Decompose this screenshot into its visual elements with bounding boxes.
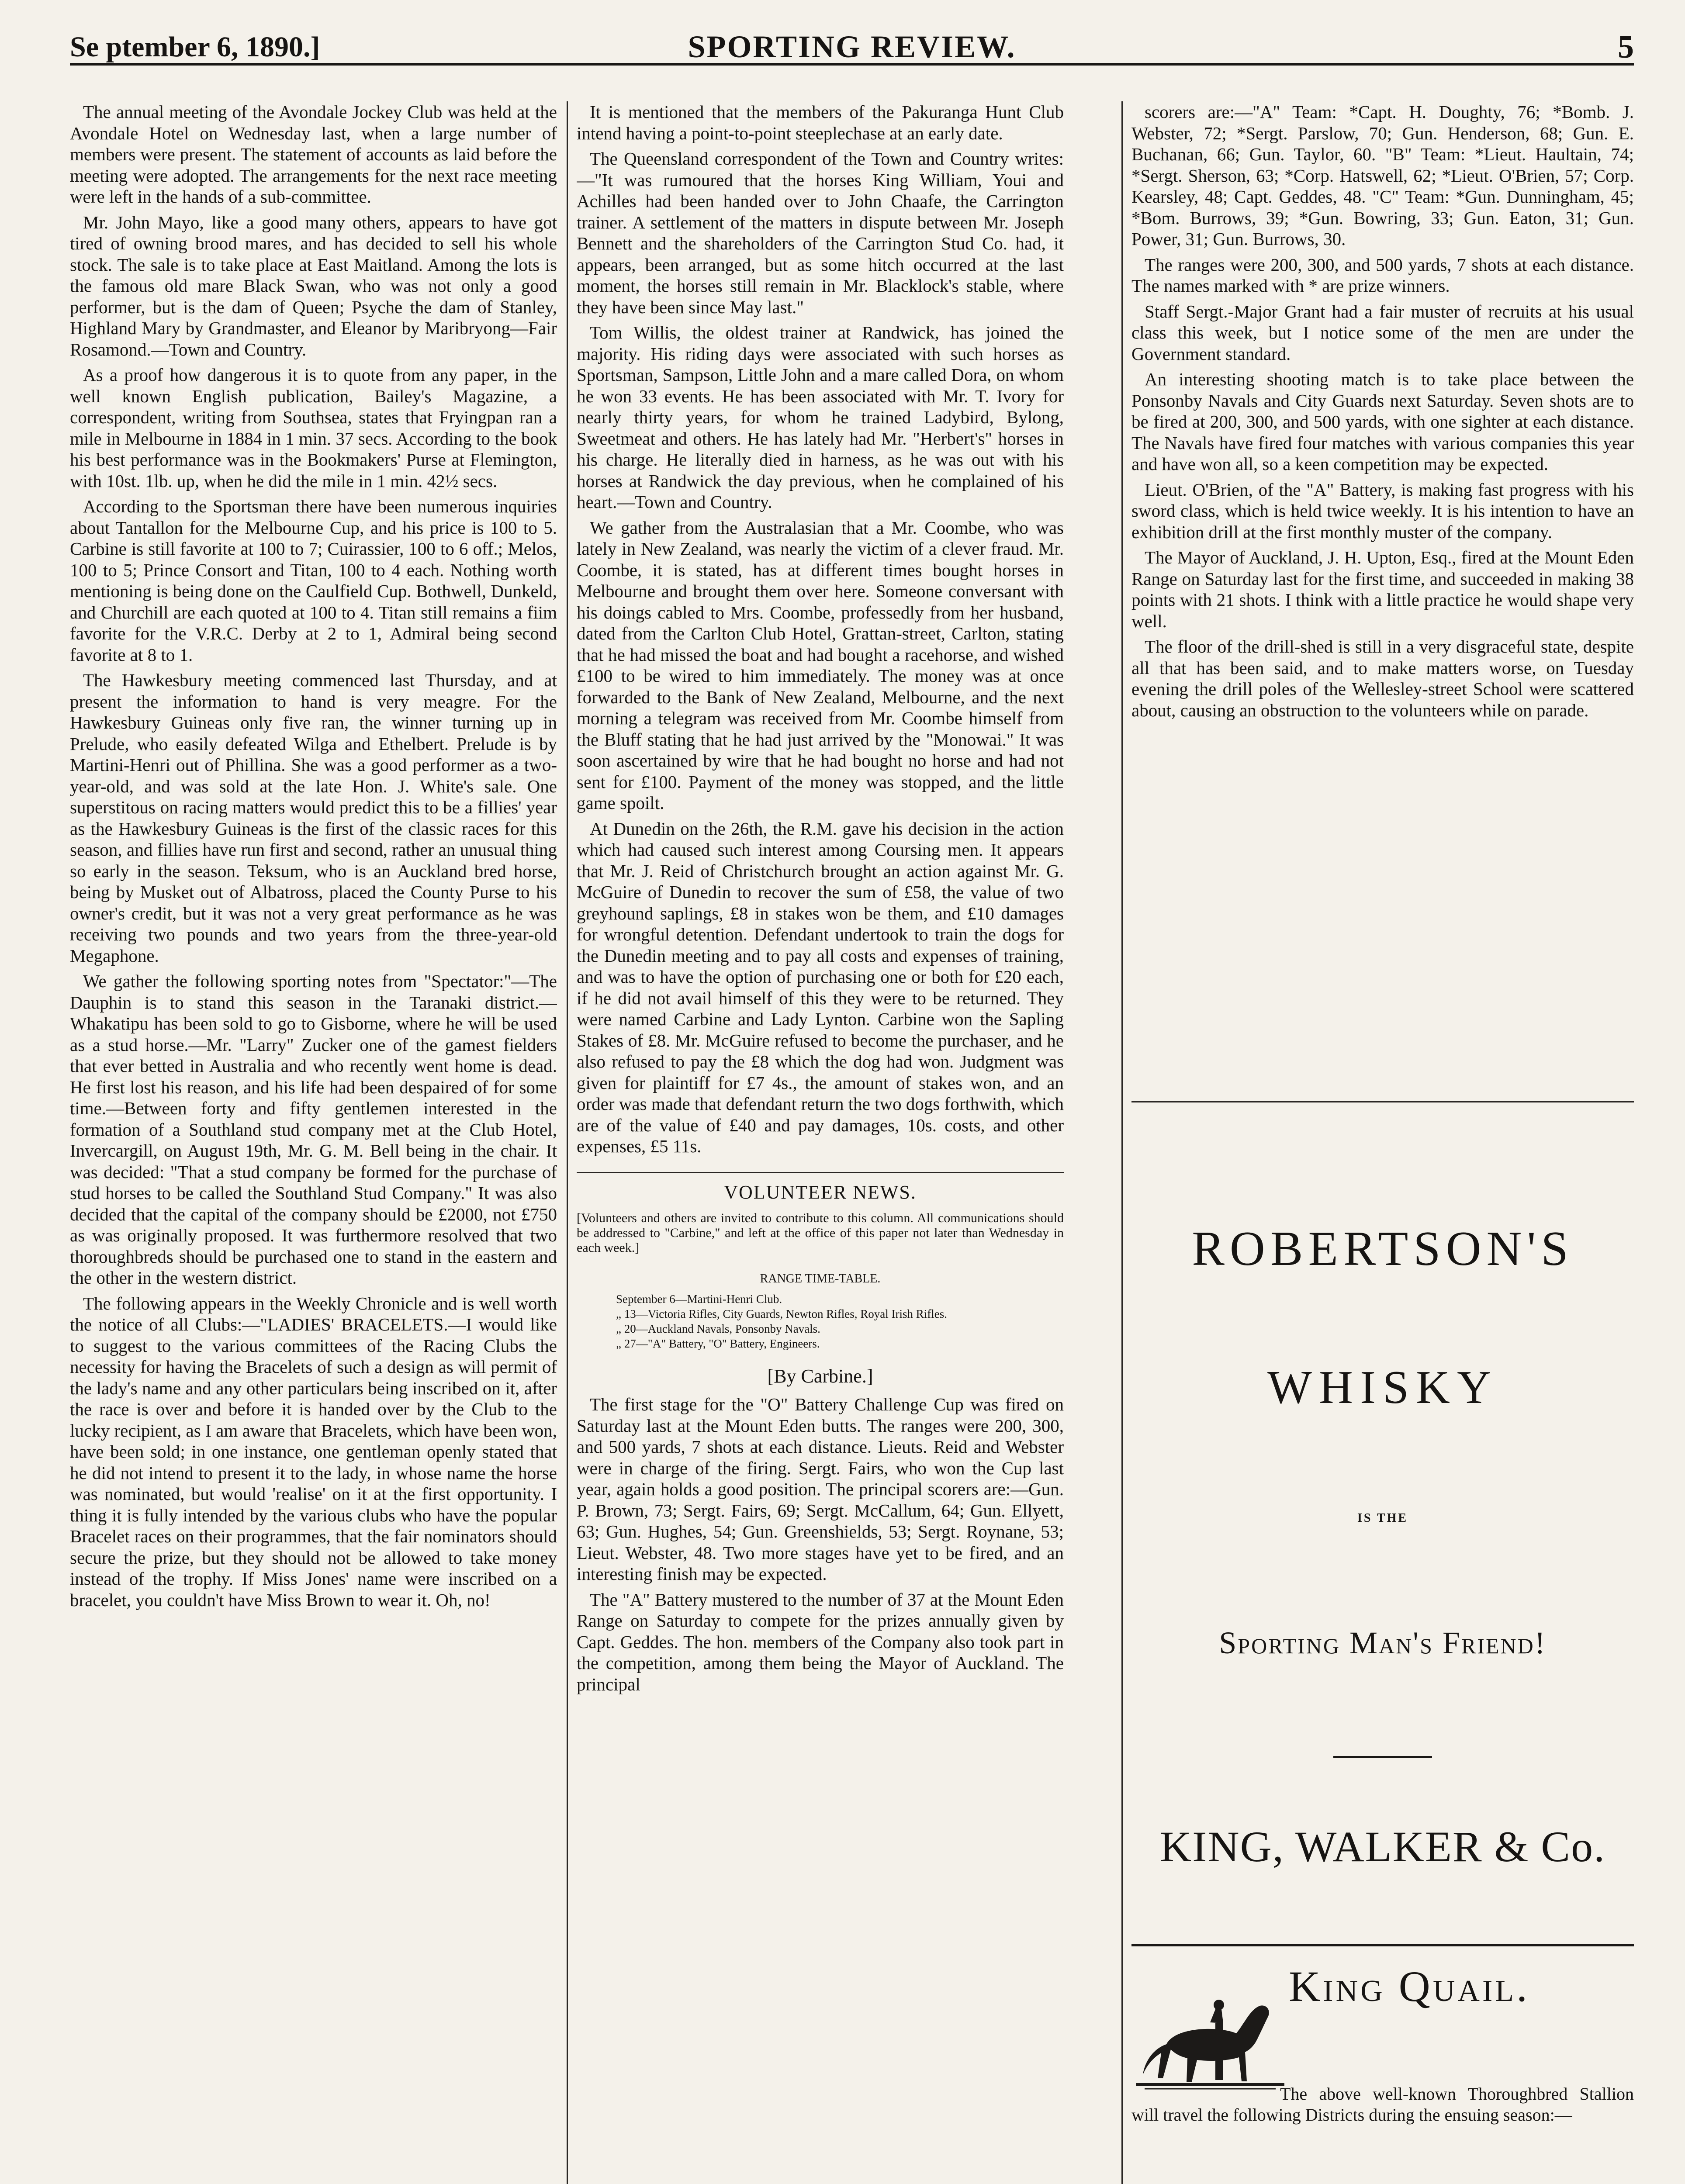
timetable-entry: September 6—Martini-Henri Club. [616, 1292, 782, 1306]
article-paragraph: The ranges were 200, 300, and 500 yards, 7 shots at each distance. The names marked with * are prize winners. [1131, 254, 1634, 296]
stallion-description: The above well-known Thoroughbred Stallion will travel the following Districts during the ensuing season:— [1131, 2084, 1634, 2125]
king-quail-advertisement [1131, 1952, 1634, 2184]
article-paragraph: It is mentioned that the members of the Pakuranga Hunt Club intend having a point-to-point steeplechase at an early date. [577, 102, 1064, 143]
timetable-entry: „ 13—Victoria Rifles, City Guards, Newton Rifles, Royal Irish Rifles. [616, 1307, 948, 1320]
article-paragraph: Tom Willis, the oldest trainer at Randwick, has joined the majority. His riding days were associated with such horses as Sportsman, Sampson, Little John and a mare called Dora, on whom he won 33 events. He has been associated with Mr. T. Ivory for nearly thirty years, for whom he trained Ladybird, Bylong, Sweetmeat and others. He has lately had Mr. "Herbert's" horses in his charge. He literally died in harness, as he was out with his horses at Randwick the day previous, when he complained of his heart.—Town and Country. [577, 322, 1064, 512]
ad-maker: KING, WALKER & Co. [1159, 1822, 1606, 1871]
article-paragraph: We gather the following sporting notes from "Spectator:"—The Dauphin is to stand this season in the Taranaki district.—Whakatipu has been sold to go to Gisborne, where he will be used as a stud horse.—Mr. "Larry" Zucker one of the gamest fielders that ever betted in Australia and who recently went home is dead. He first lost his reason, and his life had been despaired of for some time.—Between forty and fifty gentlemen interested in the formation of a Southland stud company met at the Club Hotel, Invercargill, on August 19th, Mr. G. M. Bell being in the chair. It was decided: "That a stud company be formed for the purchase of stud horses to be called the Southland Stud Company." It was also decided that the capital of the company should be £2000, not £750 as was originally proposed. It was furthermore resolved that two thoroughbreds should be purchased one to stand in the eastern and the other in the western district. [70, 971, 557, 1288]
column-divider-1 [567, 101, 568, 2184]
article-paragraph: The Mayor of Auckland, J. H. Upton, Esq., fired at the Mount Eden Range on Saturday last for the first time, and succeeded in making 38 points with 21 shots. I think with a little practice he would shape very well. [1131, 547, 1634, 631]
article-paragraph: Staff Sergt.-Major Grant had a fair muster of recruits at his usual class this week, but I notice some of the men are under the Government standard. [1131, 301, 1634, 364]
column-2 [577, 101, 1064, 2184]
article-paragraph: As a proof how dangerous it is to quote from any paper, in the well known English publication, Bailey's Magazine, a correspondent, writing from Southsea, states that Fryingpan ran a mile in Melbourne in 1884 in 1 min. 37 secs. According to the book his best performance was in the Bookmakers' Purse at Flemington, with 10st. 1lb. up, when he did the mile in 1 min. 42½ secs. [70, 365, 557, 491]
stallion-name: King Quail. [1289, 1962, 1530, 2011]
ad-top-rule [1131, 1101, 1634, 1102]
ad-product: WHISKY [1267, 1362, 1498, 1413]
article-paragraph: At Dunedin on the 26th, the R.M. gave his decision in the action which had caused such interest among Coursing men. It appears that Mr. J. Reid of Christchurch brought an action against Mr. G. McGuire of Dunedin to recover the sum of £58, the value of two greyhound saplings, £8 in stakes won be them, and £10 damages for wrongful detention. Defendant undertook to train the dogs for the Dunedin meeting and to pay all costs and expenses of training, and was to have the option of purchasing one or both for £20 each, if he did not avail himself of this they were to be returned. They were named Carbine and Lady Lynton. Carbine won the Sapling Stakes of £8. Mr. McGuire refused to become the purchaser, and he also refused to pay the £8 which the dog had won. Judgment was given for plaintiff for £7 4s., the amount of stakes won, and an order was made that defendant return the two dogs forthwith, which are of the value of £40 and pay damages, 10s. costs, and other expenses, £5 11s. [577, 818, 1064, 1156]
article-paragraph: The annual meeting of the Avondale Jockey Club was held at the Avondale Hotel on Wednesday last, when a large number of members were present. The statement of accounts as laid before the meeting were adopted. The arrangements for the next race meeting were left in the hands of a sub-committee. [70, 102, 557, 207]
ad-short-rule [1333, 1756, 1432, 1758]
article-paragraph: The Queensland correspondent of the Town and Country writes:—"It was rumoured that the horses King William, Youi and Achilles had been handed over to John Chaafe, the Carrington trainer. A settlement of the matters in dispute between Mr. Joseph Bennett and the shareholders of the Carrington Stud Co. had, it appears, been arranged, but as some hitch occurred at the last moment, the horses still remain in Mr. Blacklock's stable, where they have been since May last." [577, 149, 1064, 317]
ad-slogan: Sporting Man's Friend! [1219, 1625, 1547, 1660]
article-paragraph: According to the Sportsman there have been numerous inquiries about Tantallon for the Melbourne Cup, and his price is 100 to 5. Carbine is still favorite at 100 to 7; Cuirassier, 100 to 6 off.; Melos, 100 to 5; Prince Consort and Titan, 100 to 4 each. Nothing worth mentioning is being done on the Caulfield Cup. Bothwell, Dunkeld, and Churchill are each quoted at 100 to 4. Titan still remains a fiim favorite for the V.R.C. Derby at 2 to 1, Admiral being second favorite at 8 to 1. [70, 496, 557, 665]
horse-engraving-icon [1136, 1992, 1284, 2097]
timetable-entry: „ 20—Auckland Navals, Ponsonby Navals. [616, 1322, 820, 1335]
volunteer-news-note: [Volunteers and others are invited to contribute to this column. All communications should be addressed to "Carbine," and left at the office of this paper not later than Wednesday in each week.] [577, 1211, 1064, 1255]
ad-separator [1131, 1944, 1634, 1946]
article-paragraph: The following appears in the Weekly Chronicle and is well worth the notice of all Clubs:—"LADIES' BRACELETS.—I would like to suggest to the various committees of the Racing Clubs the necessity for having the Bracelets of such a design as will permit of the lady's name and any other particulars being inscribed on it, after the race is over and before it is handed over by the Club to the lucky recipient, as I am aware that Bracelets, which have been won, have been sold; in one instance, one gentleman openly stated that he did not intend to present it to the lady, in whose name the horse was nominated, but would 'realise' on it at the first opportunity. I thing it is fully intended by the various clubs who have the popular Bracelet races on their programmes, that the fair nominators should secure the prize, but they should not be allowed to take money instead of the trophy. If Miss Jones' name were inscribed on a bracelet, you couldn't have Miss Brown to wear it. Oh, no! [70, 1293, 557, 1610]
article-paragraph: An interesting shooting match is to take place between the Ponsonby Navals and City Guards next Saturday. Seven shots are to be fired at 200, 300, and 500 yards, with one sighter at each distance. The Navals have fired four matches with various companies this year and have won all, so a keen competition may be expected. [1131, 369, 1634, 474]
column-1 [70, 101, 557, 2184]
page-number: 5 [1618, 29, 1634, 65]
masthead-title: SPORTING REVIEW. [688, 29, 1016, 64]
article-paragraph: We gather from the Australasian that a Mr. Coombe, who was lately in New Zealand, was nearly the victim of a clever fraud. Mr. Coombe, it is stated, has at different times bought horses in Melbourne and brought them over here. Someone conversant with his doings cabled to Mrs. Coombe, professedly from her husband, dated from the Carlton Club Hotel, Grattan-street, Carlton, stating that he had missed the boat and had bought a racehorse, and wished £100 to be wired to him immediately. The money was at once forwarded to the Bank of New Zealand, Melbourne, and the next morning a telegram was received from Mr. Coombe himself from the Bluff stating that he had just arrived by the "Monowai." It was soon ascertained by wire that he had bought no horse and had not sent for £100. Payment of the money was stopped, and the little game spoilt. [577, 517, 1064, 813]
column-3 [1131, 101, 1634, 1093]
column-divider-2 [1121, 101, 1123, 2184]
volunteer-news-heading: VOLUNTEER NEWS. [577, 1172, 1064, 1203]
article-paragraph: Lieut. O'Brien, of the "A" Battery, is making fast progress with his sword class, which is held twice weekly. It is his intention to have an exhibition drill at the first monthly muster of the company. [1131, 479, 1634, 542]
timetable-entry: „ 27—"A" Battery, "O" Battery, Engineers. [616, 1337, 820, 1350]
article-paragraph: The "A" Battery mustered to the number of 37 at the Mount Eden Range on Saturday to compete for the prizes annually given by Capt. Geddes. The hon. members of the Company also took part in the competition, among them being the Mayor of Auckland. The principal [577, 1589, 1064, 1694]
page-header [70, 17, 1634, 66]
ad-is-the: IS THE [1357, 1511, 1408, 1525]
header-rule [70, 63, 1634, 66]
issue-date: Se ptember 6, 1890.] [70, 31, 320, 63]
range-timetable-heading: RANGE TIME-TABLE. [760, 1272, 881, 1286]
byline: [By Carbine.] [767, 1365, 873, 1387]
article-paragraph: The floor of the drill-shed is still in a very disgraceful state, despite all that has been said, and to make matters worse, on Tuesday evening the drill poles of the Wellesley-street School were scattered about, causing an obstruction to the volunteers while on parade. [1131, 636, 1634, 720]
ad-brand: ROBERTSON'S [1192, 1222, 1574, 1276]
range-timetable [616, 1292, 1064, 1351]
article-paragraph: scorers are:—"A" Team: *Capt. H. Doughty, 76; *Bomb. J. Webster, 72; *Sergt. Parslow, 70; Gun. Henderson, 68; Gun. E. Buchanan, 66; Gun. Taylor, 60. "B" Team: *Lieut. Haultain, 74; *Sergt. Sherson, 63; *Corp. Hatswell, 62; *Lieut. O'Brien, 57; Corp. Kearsley, 48; Capt. Geddes, 48. "C" Team: *Gun. Dunningham, 45; *Bom. Burrows, 39; *Gun. Bowring, 33; Gun. Eaton, 31; Gun. Power, 31; Gun. Burrows, 30. [1131, 102, 1634, 249]
article-paragraph: The first stage for the "O" Battery Challenge Cup was fired on Saturday last at the Mount Eden butts. The ranges were 200, 300, and 500 yards, 7 shots at each distance. Lieuts. Reid and Webster were in charge of the firing. Sergt. Fairs, who won the Cup last year, again holds a good position. The principal scorers are:—Gun. P. Brown, 73; Sergt. Fairs, 69; Sergt. McCallum, 64; Gun. Ellyett, 63; Gun. Hughes, 54; Gun. Greenshields, 53; Sergt. Roynane, 53; Lieut. Webster, 48. Two more stages have yet to be fired, and an interesting finish may be expected. [577, 1394, 1064, 1584]
article-paragraph: The Hawkesbury meeting commenced last Thursday, and at present the information to hand is very meagre. For the Hawkesbury Guineas only five ran, the winner turning up in Prelude, who easily defeated Wilga and Ethelbert. Prelude is by Martini-Henri out of Phillina. She was a good performer as a two-year-old, and was sold at the late Hon. J. White's sale. One superstitous on racing matters would predict this to be a fillies' year as the Hawkesbury Guineas is the first of the classic races for this season, and fillies have run first and second, rather an unusual thing so early in the season. Teksum, who is an Auckland bred horse, being by Musket out of Albatross, placed the County Purse to his owner's credit, but it was not a very great performance as he was receiving two pounds and two years from the three-year-old Megaphone. [70, 670, 557, 966]
article-paragraph: Mr. John Mayo, like a good many others, appears to have got tired of owning brood mares, and has decided to sell his whole stock. The sale is to take place at East Maitland. Among the lots is the famous old mare Black Swan, who was not only a good performer, but is the dam of Queen; Psyche the dam of Stanley, Highland Mary by Grandmaster, and Eleanor by Maribryong—Fair Rosamond.—Town and Country. [70, 212, 557, 359]
